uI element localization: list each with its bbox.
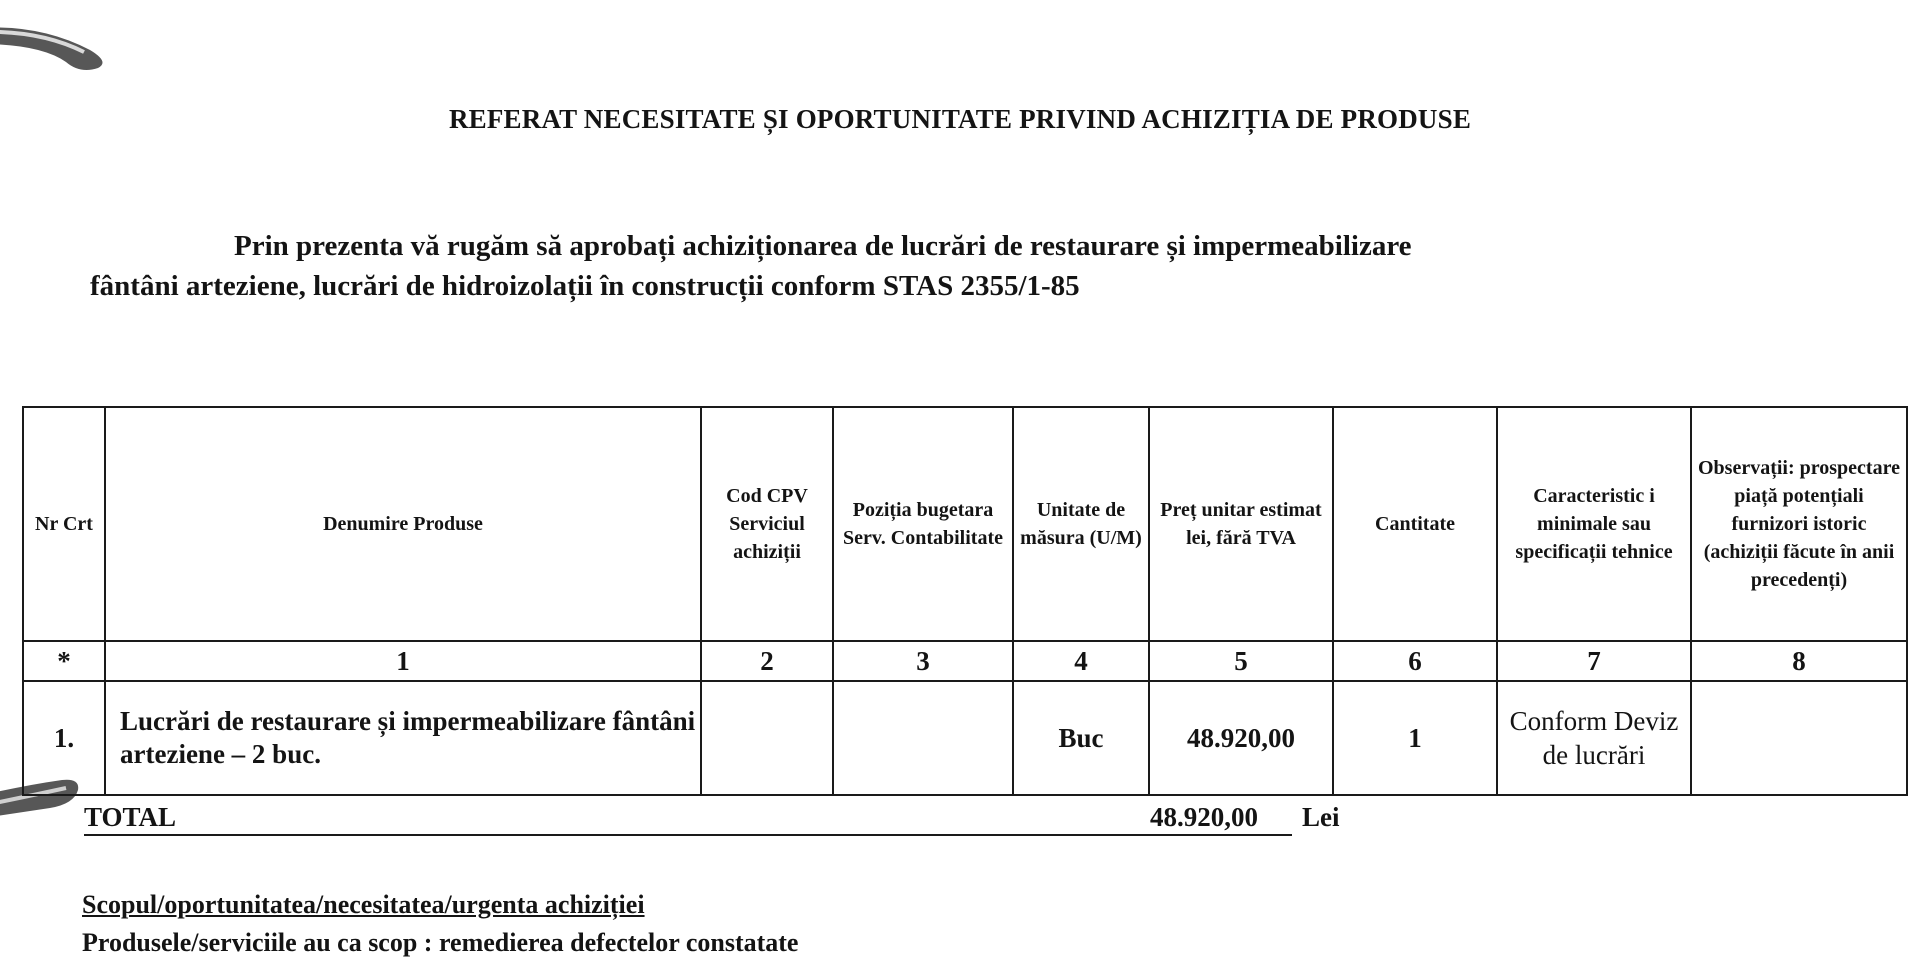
header-nr-crt: Nr Crt [23,407,105,641]
column-number: 6 [1333,641,1497,681]
column-number: 5 [1149,641,1333,681]
purpose-heading: Scopul/oportunitatea/necesitatea/urgenta achiziției [82,890,645,919]
column-number: 4 [1013,641,1149,681]
column-number: 3 [833,641,1013,681]
total-value: 48.920,00 [1150,802,1258,832]
purpose-text: Produsele/serviciile au ca scop : remedierea defectelor constatate [82,928,799,957]
binder-clip-top [0,10,140,74]
header-pozitia-bugetara: Poziția bugetara Serv. Contabilitate [833,407,1013,641]
row-nr: 1. [23,681,105,795]
row-specs: Conform Deviz de lucrări [1497,681,1691,795]
column-number: 2 [701,641,833,681]
table-row [23,681,1907,795]
row-unit: Buc [1013,681,1149,795]
products-table [22,406,1908,796]
header-caracteristici: Caracteristic i minimale sau specificații tehnice [1497,407,1691,641]
total-underline [84,834,1292,836]
header-cod-cpv: Cod CPV Serviciul achiziții [701,407,833,641]
table-header-row [23,407,1907,641]
row-product-name: Lucrări de restaurare și impermeabilizare fântâni arteziene – 2 buc. [105,681,701,795]
row-quantity: 1 [1333,681,1497,795]
column-number: * [23,641,105,681]
intro-line-1: Prin prezenta vă rugăm să aprobați achiziționarea de lucrări de restaurare și impermeabilizare [234,230,1412,262]
row-cpv [701,681,833,795]
column-number: 7 [1497,641,1691,681]
header-unitate-masura: Unitate de măsura (U/M) [1013,407,1149,641]
intro-line-2: fântâni arteziene, lucrări de hidroizolații în construcții conform STAS 2355/1-85 [90,270,1080,302]
header-denumire: Denumire Produse [105,407,701,641]
header-observatii: Observații: prospectare piață potențiali furnizori istoric (achiziții făcute în anii precedenți) [1691,407,1907,641]
row-budget-position [833,681,1013,795]
total-currency: Lei [1302,802,1340,832]
column-number-row [23,641,1907,681]
column-number: 1 [105,641,701,681]
document-title: REFERAT NECESITATE ȘI OPORTUNITATE PRIVIND ACHIZIȚIA DE PRODUSE [448,104,1472,134]
header-pret-unitar: Preț unitar estimat lei, fără TVA [1149,407,1333,641]
row-price: 48.920,00 [1149,681,1333,795]
header-cantitate: Cantitate [1333,407,1497,641]
row-observations [1691,681,1907,795]
column-number: 8 [1691,641,1907,681]
intro-paragraph [90,226,1730,306]
total-label: TOTAL [84,802,177,832]
